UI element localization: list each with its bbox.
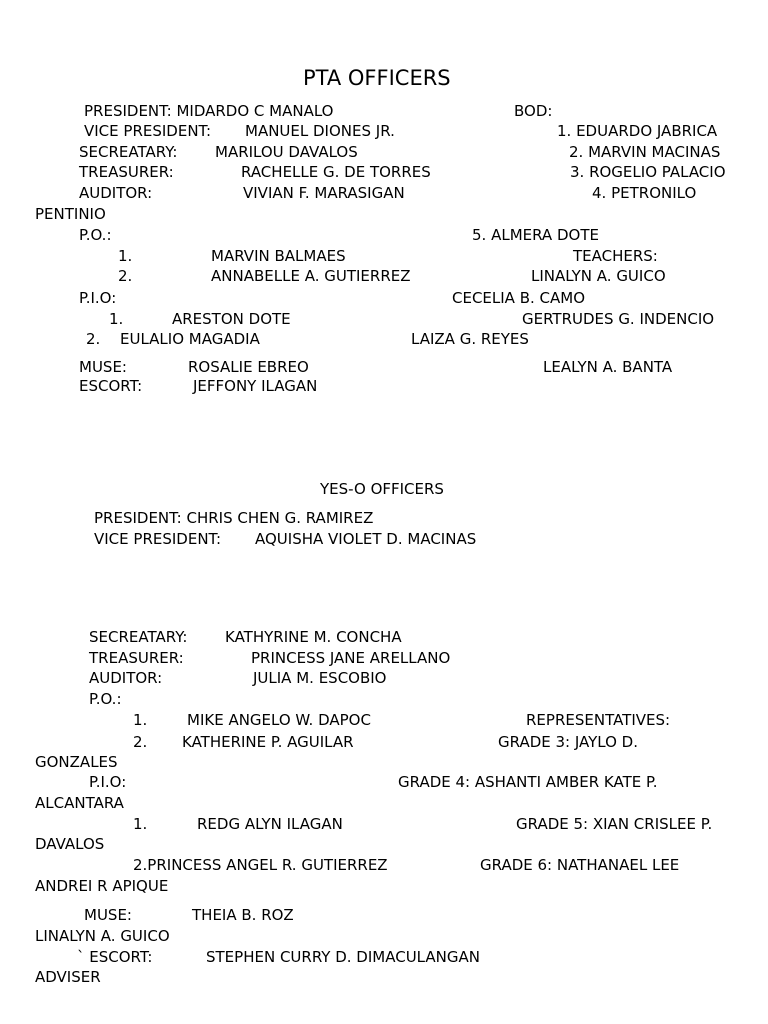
pta-escort-name: JEFFONY ILAGAN: [193, 377, 318, 395]
pta-vp-name: MANUEL DIONES JR.: [245, 122, 395, 140]
pta-auditor-name: VIVIAN F. MARASIGAN: [243, 184, 405, 202]
yeso-title: YES-O OFFICERS: [320, 480, 444, 498]
pta-teacher-4: LAIZA G. REYES: [411, 330, 529, 348]
pta-muse-label: MUSE:: [79, 358, 127, 376]
pta-pio-2-num: 2.: [86, 330, 101, 348]
pta-muse-name: ROSALIE EBREO: [188, 358, 309, 376]
yeso-representatives-label: REPRESENTATIVES:: [526, 711, 671, 729]
pta-teacher-1: LINALYN A. GUICO: [531, 267, 666, 285]
pta-teacher-5: LEALYN A. BANTA: [543, 358, 673, 376]
yeso-adviser-label: ADVISER: [35, 968, 101, 986]
yeso-grade3-cont: GONZALES: [35, 753, 118, 771]
pta-bod-3: 3. ROGELIO PALACIO: [570, 163, 726, 181]
pta-pio-label: P.I.O:: [79, 289, 117, 307]
yeso-grade4-cont: ALCANTARA: [35, 794, 124, 812]
yeso-auditor-name: JULIA M. ESCOBIO: [253, 669, 387, 687]
pta-auditor-label: AUDITOR:: [79, 184, 153, 202]
pta-escort-label: ESCORT:: [79, 377, 143, 395]
pta-president: PRESIDENT: MIDARDO C MANALO: [84, 102, 334, 120]
pta-bod-4: 4. PETRONILO: [592, 184, 697, 202]
pta-bod-4-cont: PENTINIO: [35, 205, 106, 223]
yeso-secretary-label: SECREATARY:: [89, 628, 188, 646]
yeso-grade6-cont: ANDREI R APIQUE: [35, 877, 169, 895]
yeso-pio-2: 2.PRINCESS ANGEL R. GUTIERREZ: [133, 856, 388, 874]
yeso-vp-name: AQUISHA VIOLET D. MACINAS: [255, 530, 477, 548]
pta-bod-label: BOD:: [514, 102, 553, 120]
pta-pio-1-num: 1.: [109, 310, 124, 328]
pta-po-2-num: 2.: [118, 267, 133, 285]
yeso-po-1-num: 1.: [133, 711, 148, 729]
yeso-po-2-num: 2.: [133, 733, 148, 751]
yeso-vp-label: VICE PRESIDENT:: [94, 530, 222, 548]
yeso-pio-label: P.I.O:: [89, 773, 127, 791]
yeso-grade3: GRADE 3: JAYLO D.: [498, 733, 638, 751]
yeso-treasurer-label: TREASURER:: [89, 649, 184, 667]
yeso-grade6: GRADE 6: NATHANAEL LEE: [480, 856, 680, 874]
yeso-adviser-name: LINALYN A. GUICO: [35, 927, 170, 945]
yeso-muse-name: THEIA B. ROZ: [192, 906, 294, 924]
pta-treasurer-label: TREASURER:: [79, 163, 174, 181]
yeso-po-label: P.O.:: [89, 690, 122, 708]
pta-teachers-label: TEACHERS:: [573, 247, 658, 265]
pta-pio-2-name: EULALIO MAGADIA: [120, 330, 260, 348]
pta-title: PTA OFFICERS: [303, 66, 451, 90]
yeso-pio-1-name: REDG ALYN ILAGAN: [197, 815, 343, 833]
pta-treasurer-name: RACHELLE G. DE TORRES: [241, 163, 431, 181]
yeso-auditor-label: AUDITOR:: [89, 669, 163, 687]
yeso-treasurer-name: PRINCESS JANE ARELLANO: [251, 649, 451, 667]
yeso-po-1-name: MIKE ANGELO W. DAPOC: [187, 711, 371, 729]
yeso-grade5: GRADE 5: XIAN CRISLEE P.: [516, 815, 713, 833]
pta-bod-1: 1. EDUARDO JABRICA: [557, 122, 718, 140]
yeso-president: PRESIDENT: CHRIS CHEN G. RAMIREZ: [94, 509, 374, 527]
yeso-grade4: GRADE 4: ASHANTI AMBER KATE P.: [398, 773, 658, 791]
pta-bod-2: 2. MARVIN MACINAS: [569, 143, 721, 161]
pta-teacher-2: CECELIA B. CAMO: [452, 289, 586, 307]
yeso-grade5-cont: DAVALOS: [35, 835, 105, 853]
yeso-escort-label: ` ESCORT:: [77, 948, 153, 966]
pta-po-1-name: MARVIN BALMAES: [211, 247, 346, 265]
pta-bod-5: 5. ALMERA DOTE: [472, 226, 599, 244]
pta-po-label: P.O.:: [79, 226, 112, 244]
yeso-secretary-name: KATHYRINE M. CONCHA: [225, 628, 402, 646]
pta-secretary-label: SECREATARY:: [79, 143, 178, 161]
yeso-escort-name: STEPHEN CURRY D. DIMACULANGAN: [206, 948, 480, 966]
yeso-pio-1-num: 1.: [133, 815, 148, 833]
pta-vp-label: VICE PRESIDENT:: [84, 122, 212, 140]
pta-pio-1-name: ARESTON DOTE: [172, 310, 291, 328]
pta-po-1-num: 1.: [118, 247, 133, 265]
pta-teacher-3: GERTRUDES G. INDENCIO: [522, 310, 715, 328]
pta-po-2-name: ANNABELLE A. GUTIERREZ: [211, 267, 411, 285]
pta-secretary-name: MARILOU DAVALOS: [215, 143, 358, 161]
yeso-muse-label: MUSE:: [84, 906, 132, 924]
yeso-po-2-name: KATHERINE P. AGUILAR: [182, 733, 354, 751]
